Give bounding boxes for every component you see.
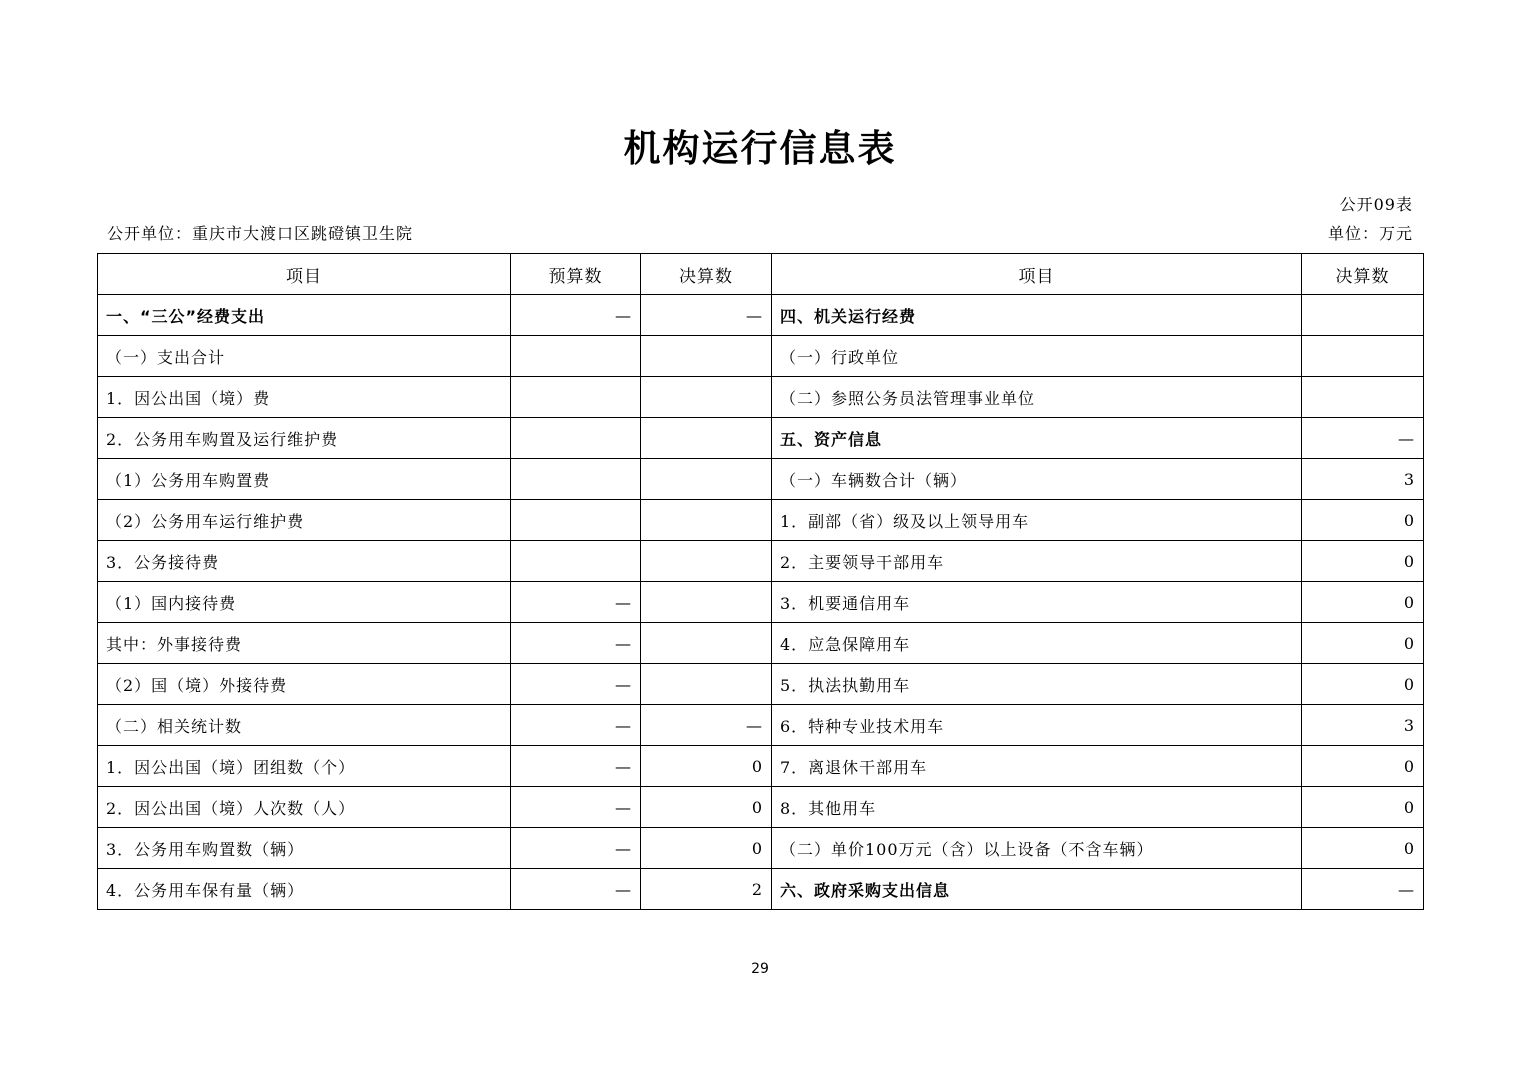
right-final: 0 (1302, 500, 1424, 541)
right-final: 0 (1302, 541, 1424, 582)
header-right-item: 项目 (772, 254, 1302, 295)
header-left-item: 项目 (98, 254, 511, 295)
currency-unit: 单位：万元 (1327, 224, 1413, 243)
right-item: （一）车辆数合计（辆） (772, 459, 1302, 500)
right-final: 3 (1302, 459, 1424, 500)
right-final: 0 (1302, 787, 1424, 828)
left-final: 0 (641, 828, 772, 869)
left-item: 2．公务用车购置及运行维护费 (98, 418, 511, 459)
left-budget: — (511, 869, 641, 910)
left-final: 0 (641, 746, 772, 787)
left-item: 3．公务接待费 (98, 541, 511, 582)
right-item: 7．离退休干部用车 (772, 746, 1302, 787)
table-row (98, 418, 1424, 459)
left-final: 2 (641, 869, 772, 910)
right-final (1302, 377, 1424, 418)
left-budget: — (511, 705, 641, 746)
right-final: 0 (1302, 623, 1424, 664)
right-item: 6．特种专业技术用车 (772, 705, 1302, 746)
right-item: 五、资产信息 (772, 418, 1302, 459)
left-item: （1）国内接待费 (98, 582, 511, 623)
left-budget (511, 336, 641, 377)
left-item: （一）支出合计 (98, 336, 511, 377)
table-row (98, 459, 1424, 500)
right-item: 4．应急保障用车 (772, 623, 1302, 664)
table-row (98, 664, 1424, 705)
left-final (641, 664, 772, 705)
left-budget: — (511, 787, 641, 828)
left-item: 1．因公出国（境）费 (98, 377, 511, 418)
right-final: 0 (1302, 582, 1424, 623)
left-final (641, 336, 772, 377)
right-item: 5．执法执勤用车 (772, 664, 1302, 705)
reporting-unit: 公开单位：重庆市大渡口区跳磴镇卫生院 (107, 224, 414, 243)
left-final (641, 541, 772, 582)
right-final (1302, 295, 1424, 336)
right-final: 3 (1302, 705, 1424, 746)
right-item: 1．副部（省）级及以上领导用车 (772, 500, 1302, 541)
left-item: 2．因公出国（境）人次数（人） (98, 787, 511, 828)
left-item: 3．公务用车购置数（辆） (98, 828, 511, 869)
table-row (98, 869, 1424, 910)
form-number: 公开09表 (1339, 195, 1413, 214)
table-row (98, 705, 1424, 746)
left-budget: — (511, 623, 641, 664)
right-final: 0 (1302, 664, 1424, 705)
table-row (98, 623, 1424, 664)
left-item: 一、“三公”经费支出 (98, 295, 511, 336)
left-budget: — (511, 828, 641, 869)
table-row (98, 746, 1424, 787)
left-item: 1．因公出国（境）团组数（个） (98, 746, 511, 787)
left-final: — (641, 295, 772, 336)
left-item: 其中：外事接待费 (98, 623, 511, 664)
left-final (641, 623, 772, 664)
left-final (641, 377, 772, 418)
left-final: — (641, 705, 772, 746)
right-item: 六、政府采购支出信息 (772, 869, 1302, 910)
left-budget (511, 500, 641, 541)
right-item: （二）单价100万元（含）以上设备（不含车辆） (772, 828, 1302, 869)
table-row (98, 500, 1424, 541)
left-budget (511, 459, 641, 500)
table-header-row (98, 254, 1424, 295)
table-row (98, 582, 1424, 623)
left-item: （二）相关统计数 (98, 705, 511, 746)
table-row (98, 336, 1424, 377)
header-left-budget: 预算数 (511, 254, 641, 295)
table-row (98, 828, 1424, 869)
left-budget (511, 377, 641, 418)
right-item: 8．其他用车 (772, 787, 1302, 828)
right-item: （一）行政单位 (772, 336, 1302, 377)
page-number: 29 (751, 961, 769, 977)
left-final (641, 418, 772, 459)
header-right-final: 决算数 (1302, 254, 1424, 295)
table-row (98, 377, 1424, 418)
header-left-final: 决算数 (641, 254, 772, 295)
left-final (641, 459, 772, 500)
right-item: （二）参照公务员法管理事业单位 (772, 377, 1302, 418)
left-budget: — (511, 295, 641, 336)
right-final: 0 (1302, 828, 1424, 869)
table-row (98, 295, 1424, 336)
right-item: 2．主要领导干部用车 (772, 541, 1302, 582)
left-item: （2）公务用车运行维护费 (98, 500, 511, 541)
left-final (641, 582, 772, 623)
left-item: （1）公务用车购置费 (98, 459, 511, 500)
right-final: — (1302, 418, 1424, 459)
left-budget: — (511, 664, 641, 705)
left-budget: — (511, 746, 641, 787)
left-budget (511, 541, 641, 582)
page-title: 机构运行信息表 (623, 127, 897, 170)
table-row (98, 541, 1424, 582)
left-budget (511, 418, 641, 459)
left-item: 4．公务用车保有量（辆） (98, 869, 511, 910)
right-item: 四、机关运行经费 (772, 295, 1302, 336)
left-budget: — (511, 582, 641, 623)
right-item: 3．机要通信用车 (772, 582, 1302, 623)
right-final (1302, 336, 1424, 377)
left-final: 0 (641, 787, 772, 828)
right-final: — (1302, 869, 1424, 910)
table-row (98, 787, 1424, 828)
info-table (97, 253, 1424, 910)
right-final: 0 (1302, 746, 1424, 787)
left-final (641, 500, 772, 541)
left-item: （2）国（境）外接待费 (98, 664, 511, 705)
